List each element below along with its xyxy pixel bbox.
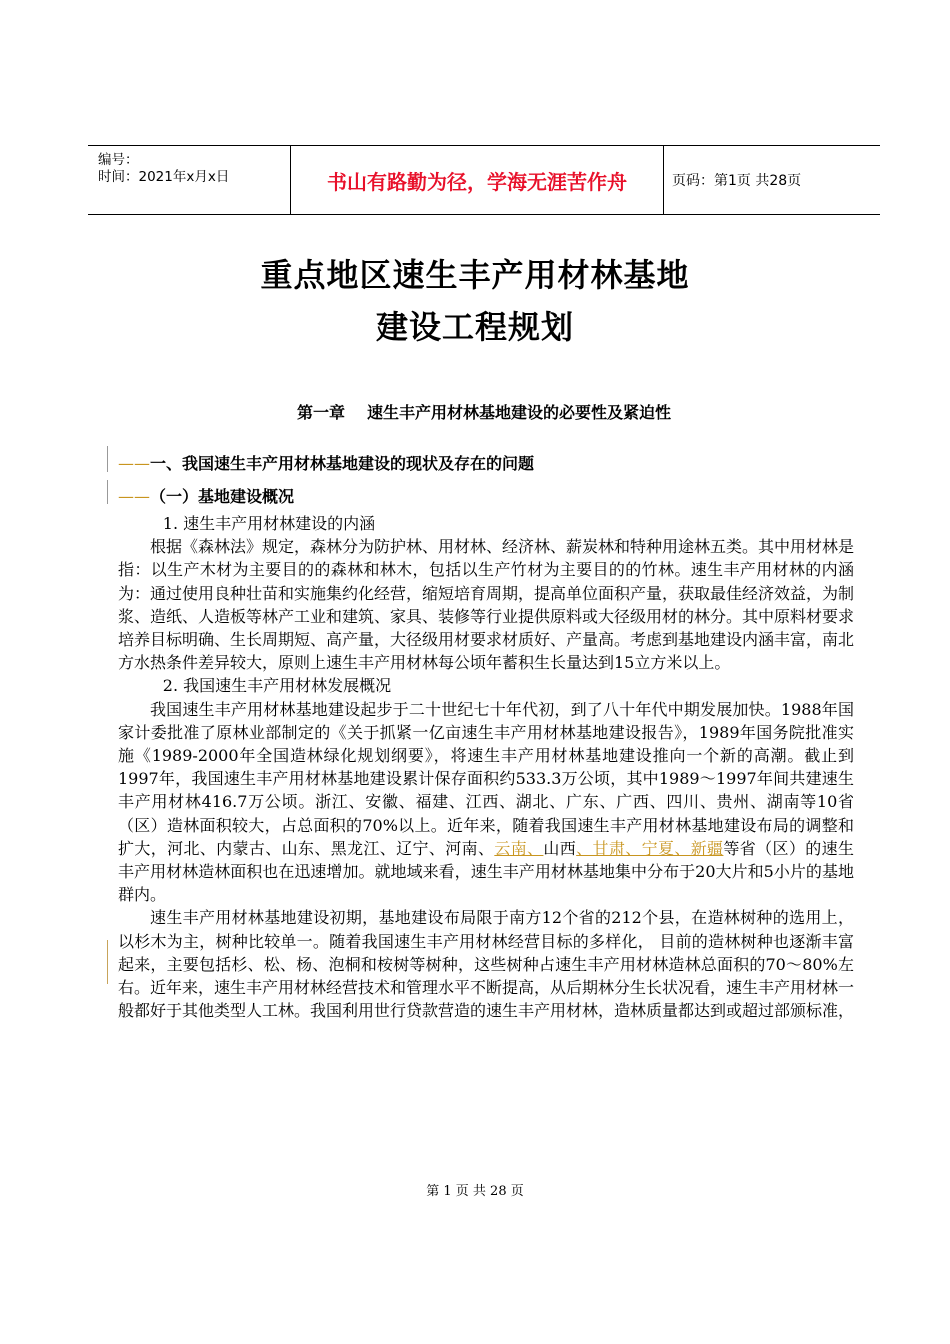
doc-title-line1: 重点地区速生丰产用材林基地 — [260, 256, 690, 294]
header-page-info: 页码：第1页 共28页 — [672, 173, 802, 189]
chapter-heading — [0, 400, 950, 423]
body-text — [118, 512, 854, 1022]
chapter-name: 速生丰产用材林基地建设的必要性及紧迫性 — [367, 403, 672, 422]
paragraph-3: 速生丰产用材林基地建设初期，基地建设布局限于南方12个省的212个县，在造林树种的选用上，以杉木为主，树种比较单一。随着我国速生丰产用材林经营目标的多样化， 目前的造林树种也逐渐丰富起来，主要包括杉、松、杨、泡桐和桉树等树种，这些树种占速生丰产用材林造林总面积的70～80%左右。近年来，速生丰产用材林经营技术和管理水平不断提高，从后期林分生长状况看，速生丰产用材林一般都好于其他类型人工林。我国利用世行贷款营造的速生丰产用材林，造林质量都达到或超过部颁标准， — [118, 908, 855, 1021]
change-bar — [107, 940, 108, 984]
header-motto: 书山有路勤为径，学海无涯苦作舟 — [290, 146, 664, 214]
header-table — [88, 145, 880, 215]
change-bar — [107, 446, 108, 472]
paragraph-1: 根据《森林法》规定，森林分为防护林、用材林、经济林、薪炭林和特种用途林五类。其中用材林是指：以生产木材为主要目的的森林和林木，包括以生产竹材为主要目的的竹林。速生丰产用材林的内涵为：通过使用良种壮苗和实施集约化经营，缩短培育周期，提高单位面积产量，获取最佳经济效益，为制浆、造纸、人造板等林产工业和建筑、家具、装修等行业提供原料或大径级用材的林分。其中原料材要求培养目标明确、生长周期短、高产量，大径级用材要求材质好、产量高。考虑到基地建设内涵丰富，南北方水热条件差异较大，原则上速生丰产用材林每公顷年蓄积生长量达到15立方米以上。 — [118, 537, 855, 673]
section-dash: —— — [118, 454, 150, 473]
doc-title-line2: 建设工程规划 — [375, 308, 574, 346]
chapter-number: 第一章 — [296, 403, 345, 422]
header-meta — [88, 146, 290, 214]
section-title: （一）基地建设概况 — [150, 487, 295, 506]
page-footer: 第 1 页 共 28 页 — [426, 1184, 524, 1199]
section-dash: —— — [118, 487, 150, 506]
subheading-1: 1. 速生丰产用材林建设的内涵 — [162, 514, 376, 533]
time-label: 时间：2021年x月x日 — [98, 169, 230, 185]
section-heading-1 — [118, 451, 534, 474]
paragraph-2: 我国速生丰产用材林基地建设起步于二十世纪七十年代初，到了八十年代中期发展加快。1988年国家计委批准了原林业部制定的《关于抓紧一亿亩速生丰产用材林基地建设报告》，1989年国务院批准实施《1989-2000年全国造林绿化规划纲要》，将速生丰产用材林基地建设推向一个新的高潮。截止到1997年，我国速生丰产用材林基地建设累计保存面积约533.3万公顷，其中1989～1997年间共建速生丰产用材林416.7万公顷。浙江、安徽、福建、江西、湖北、广东、广西、四川、贵州、湖南等10省（区）造林面积较大，占总面积的70%以上。近年来，随着我国速生丰产用材林基地建设布局的调整和扩大，河北、内蒙古、山东、黑龙江、辽宁、河南、云南、山西、甘肃、宁夏、新疆等省（区）的速生丰产用材林造林面积也在迅速增加。就地域来看，速生丰产用材林基地集中分布于20大片和5小片的基地群内。 — [118, 699, 854, 905]
highlight-provinces: 、甘肃、宁夏、新疆 — [576, 838, 724, 858]
change-bar — [107, 480, 108, 504]
section-heading-2 — [118, 484, 294, 507]
number-label: 编号： — [98, 152, 139, 168]
subheading-2: 2. 我国速生丰产用材林发展概况 — [162, 676, 392, 696]
highlight-provinces: 云南、 — [494, 838, 544, 858]
section-title: 一、我国速生丰产用材林基地建设的现状及存在的问题 — [150, 454, 535, 473]
